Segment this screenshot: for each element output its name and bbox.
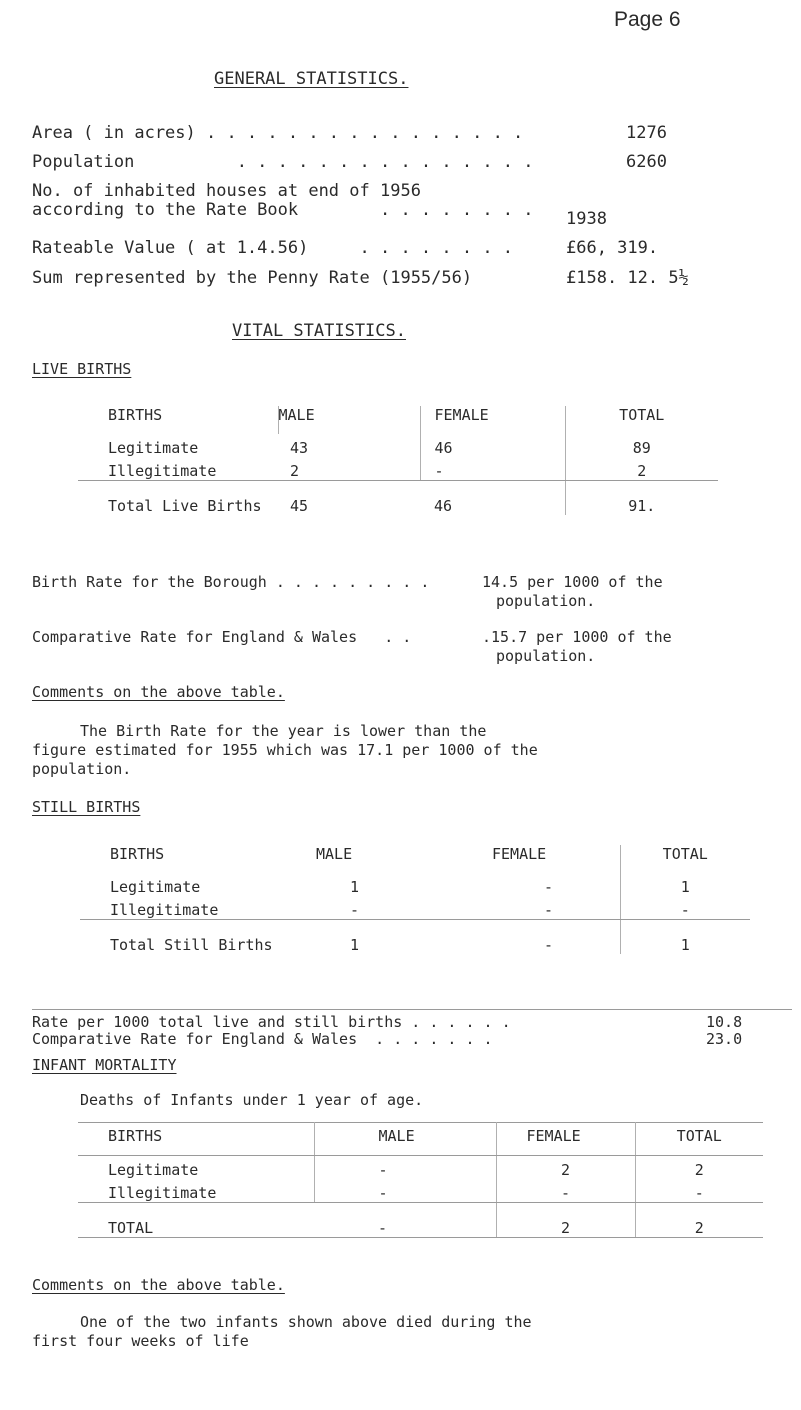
table-row	[78, 1179, 763, 1203]
female-cell: 46	[420, 434, 565, 457]
vital-statistics-title: VITAL STATISTICS.	[232, 321, 406, 341]
table-total-row	[78, 481, 718, 516]
still-birth-rate-label: Rate per 1000 total live and still births . . . . . .	[32, 1013, 511, 1031]
houses-label-line2: according to the Rate Book . . . . . . . .	[32, 200, 534, 220]
row-label: Illegitimate	[78, 457, 278, 481]
female-total: 2	[496, 1203, 635, 1238]
row-label: Legitimate	[108, 439, 199, 457]
comparative-rate-label: Comparative Rate for England & Wales . .	[32, 628, 412, 646]
houses-label-line1: No. of inhabited houses at end of 1956	[32, 181, 421, 201]
still-births-table	[80, 845, 750, 954]
total-cell: 2	[635, 1156, 763, 1180]
female-cell: -	[462, 896, 620, 920]
header-female: FEMALE	[420, 406, 565, 434]
still-comparative-rate-value: 23.0	[706, 1030, 743, 1048]
row-label: Illegitimate	[78, 1179, 314, 1203]
header-births: BIRTHS	[78, 1123, 314, 1156]
table-row	[78, 457, 718, 481]
infant-comments-title: Comments on the above table.	[32, 1276, 285, 1294]
live-births-comment-line2: figure estimated for 1955 which was 17.1 per 1000 of the	[32, 741, 538, 759]
still-births-divider	[32, 1009, 792, 1010]
male-total: -	[314, 1203, 496, 1238]
female-cell: 2	[496, 1156, 635, 1180]
table-total-row	[80, 920, 750, 955]
area-value: 1276	[626, 123, 667, 143]
total-label: Total Still Births	[110, 936, 273, 954]
row-label: Legitimate	[108, 1161, 199, 1179]
male-total: 45	[290, 497, 309, 515]
header-total: TOTAL	[635, 1123, 763, 1156]
area-label: Area ( in acres) . . . . . . . . . . . . . . . .	[32, 123, 524, 143]
live-births-comment-line3: population.	[32, 760, 132, 778]
rateable-value-label: Rateable Value ( at 1.4.56) . . . . . . . .	[32, 238, 514, 258]
total-label: TOTAL	[78, 1203, 314, 1238]
header-male: MALE	[316, 845, 353, 863]
birth-rate-label: Birth Rate for the Borough . . . . . . . . .	[32, 573, 430, 591]
male-cell: -	[314, 1156, 496, 1180]
live-births-title: LIVE BIRTHS	[32, 360, 132, 378]
male-cell: 2	[278, 457, 420, 481]
table-header-row	[78, 406, 718, 434]
infant-comment-line2: first four weeks of life	[32, 1332, 249, 1350]
header-births: BIRTHS	[110, 845, 165, 863]
row-label: Illegitimate	[80, 896, 310, 920]
header-female: FEMALE	[496, 1123, 635, 1156]
grand-total: 1	[620, 920, 750, 955]
male-cell: -	[314, 1179, 496, 1203]
houses-value: 1938	[566, 209, 607, 229]
comparative-rate-value-line2: population.	[496, 647, 596, 665]
infant-mortality-table	[78, 1122, 763, 1238]
header-male: MALE	[278, 406, 420, 434]
male-cell: 1	[350, 878, 360, 896]
live-births-comments-title: Comments on the above table.	[32, 683, 285, 701]
header-births: BIRTHS	[108, 406, 163, 424]
header-female: FEMALE	[492, 845, 547, 863]
population-label: Population . . . . . . . . . . . . . . .	[32, 152, 534, 172]
still-birth-rate-value: 10.8	[706, 1013, 743, 1031]
header-total: TOTAL	[565, 406, 718, 434]
table-row	[80, 896, 750, 920]
still-births-title: STILL BIRTHS	[32, 798, 141, 816]
table-header-row	[78, 1123, 763, 1156]
infant-mortality-title: INFANT MORTALITY	[32, 1056, 177, 1074]
table-total-row	[78, 1203, 763, 1238]
grand-total: 2	[635, 1203, 763, 1238]
female-cell: -	[420, 457, 565, 481]
birth-rate-value: 14.5 per 1000 of the	[482, 573, 663, 591]
birth-rate-value-line2: population.	[496, 592, 596, 610]
infant-comment-line1: One of the two infants shown above died during the	[80, 1313, 532, 1331]
grand-total: 91.	[565, 481, 718, 516]
still-comparative-rate-label: Comparative Rate for England & Wales . . . . . . .	[32, 1030, 493, 1048]
page-number: Page 6	[614, 8, 681, 31]
total-cell: 89	[565, 434, 718, 457]
live-births-comment-line1: The Birth Rate for the year is lower than the	[80, 722, 487, 740]
female-cell: -	[544, 878, 554, 896]
penny-rate-value: £158. 12. 5½	[566, 268, 689, 288]
male-cell: 43	[290, 439, 309, 457]
table-row	[78, 1156, 763, 1180]
population-value: 6260	[626, 152, 667, 172]
table-row	[78, 434, 718, 457]
live-births-table	[78, 406, 718, 515]
male-total: 1	[350, 936, 360, 954]
table-header-row	[80, 845, 750, 873]
total-label: Total Live Births	[108, 497, 262, 515]
table-row	[80, 873, 750, 896]
male-cell: -	[310, 896, 462, 920]
header-total: TOTAL	[620, 845, 750, 873]
female-total: 46	[434, 497, 453, 515]
female-total: -	[544, 936, 554, 954]
infant-mortality-subtitle: Deaths of Infants under 1 year of age.	[80, 1091, 424, 1109]
penny-rate-label: Sum represented by the Penny Rate (1955/56)	[32, 268, 473, 288]
total-cell: 2	[565, 457, 718, 481]
general-statistics-title: GENERAL STATISTICS.	[214, 69, 409, 89]
female-cell: -	[496, 1179, 635, 1203]
total-cell: -	[620, 896, 750, 920]
total-cell: 1	[620, 873, 750, 896]
total-cell: -	[635, 1179, 763, 1203]
rateable-value: £66, 319.	[566, 238, 659, 258]
comparative-rate-value: .15.7 per 1000 of the	[482, 628, 672, 646]
row-label: Legitimate	[110, 878, 201, 896]
header-male: MALE	[314, 1123, 496, 1156]
